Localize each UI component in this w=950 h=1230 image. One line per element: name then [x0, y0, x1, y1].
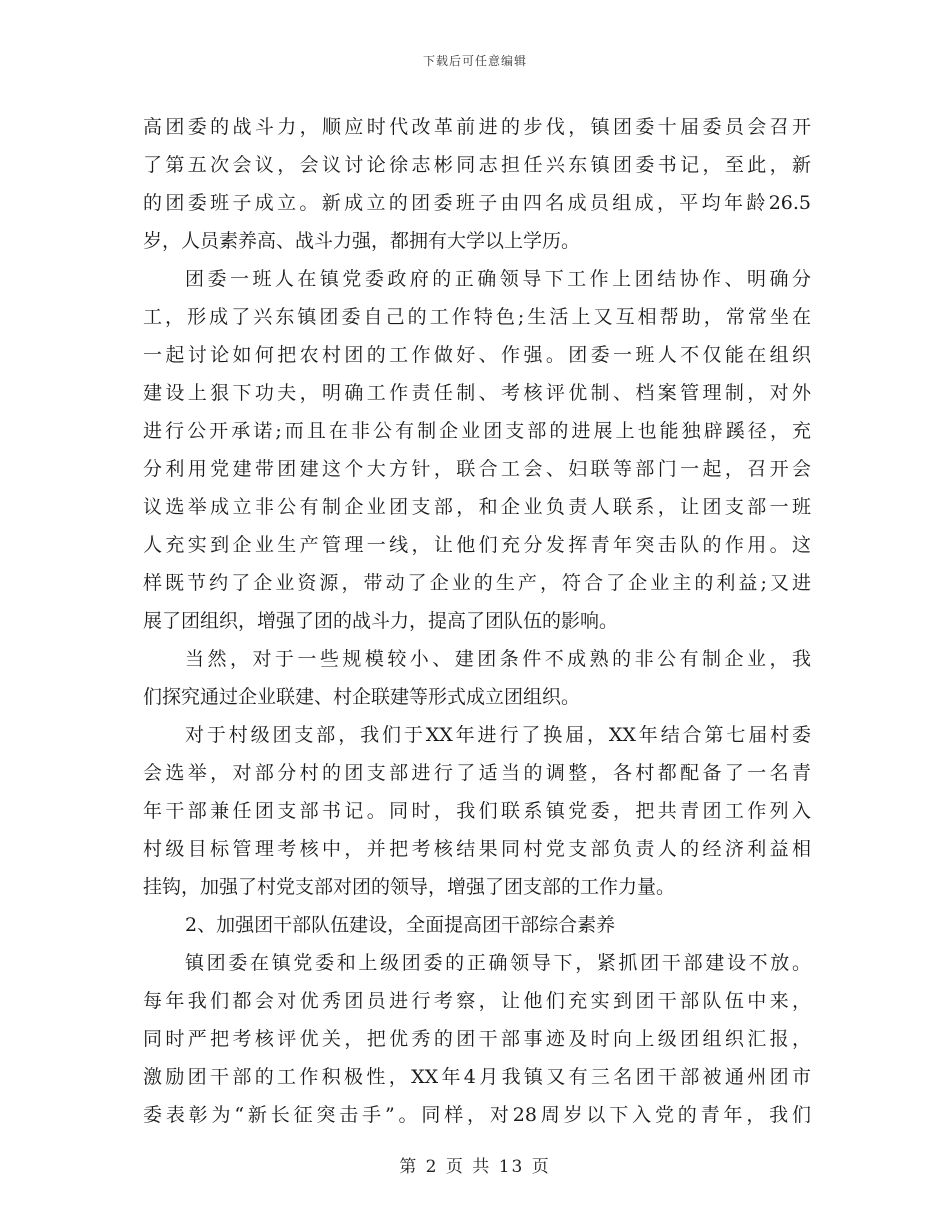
- page-number-footer: 第 2 页 共 13 页: [399, 1157, 551, 1177]
- text-line: 一起讨论如何把农村团的工作做好、作强。团委一班人不仅能在组织: [143, 344, 811, 366]
- text-line: 工，形成了兴东镇团委自己的工作特色;生活上又互相帮助，常常坐在: [143, 306, 811, 328]
- text-line: 挂钩，加强了村党支部对团的领导，增强了团支部的工作力量。: [143, 876, 676, 898]
- text-line: 镇团委在镇党委和上级团委的正确领导下，紧抓团干部建设不放。: [185, 952, 811, 974]
- text-line: 议选举成立非公有制企业团支部，和企业负责人联系，让团支部一班: [143, 496, 811, 518]
- text-line: 团委一班人在镇党委政府的正确领导下工作上团结协作、明确分: [185, 268, 811, 290]
- text-line: 当然，对于一些规模较小、建团条件不成熟的非公有制企业，我: [185, 648, 811, 670]
- document-body: [143, 108, 811, 1134]
- text-line: 对于村级团支部，我们于XX年进行了换届，XX年结合第七届村委: [185, 724, 811, 746]
- text-line: 的团委班子成立。新成立的团委班子由四名成员组成，平均年龄26.5: [143, 192, 811, 214]
- text-line: 会选举，对部分村的团支部进行了适当的调整，各村都配备了一名青: [143, 762, 811, 784]
- text-line: 高团委的战斗力，顺应时代改革前进的步伐，镇团委十届委员会召开: [143, 116, 811, 138]
- text-line: 建设上狠下功夫，明确工作责任制、考核评优制、档案管理制，对外: [143, 382, 811, 404]
- page-header-note: 下载后可任意编辑: [422, 54, 527, 68]
- text-line: 激励团干部的工作积极性，XX年4月我镇又有三名团干部被通州团市: [143, 1066, 811, 1088]
- text-line: 们探究通过企业联建、村企联建等形式成立团组织。: [143, 686, 581, 708]
- text-line: 岁，人员素养高、战斗力强，都拥有大学以上学历。: [143, 230, 581, 252]
- text-line: 人充实到企业生产管理一线，让他们充分发挥青年突击队的作用。这: [143, 534, 811, 556]
- text-line: 村级目标管理考核中，并把考核结果同村党支部负责人的经济利益相: [143, 838, 811, 860]
- text-line: 年干部兼任团支部书记。同时，我们联系镇党委，把共青团工作列入: [143, 800, 811, 822]
- section-heading: 2、加强团干部队伍建设，全面提高团干部综合素养: [185, 914, 616, 936]
- text-line: 展了团组织，增强了团的战斗力，提高了团队伍的影响。: [143, 610, 619, 632]
- text-line: 分利用党建带团建这个大方针，联合工会、妇联等部门一起，召开会: [143, 458, 811, 480]
- text-line: 委表彰为“新长征突击手”。同样，对28周岁以下入党的青年，我们: [143, 1104, 811, 1126]
- text-line: 进行公开承诺;而且在非公有制企业团支部的进展上也能独辟蹊径，充: [143, 420, 811, 442]
- text-line: 每年我们都会对优秀团员进行考察，让他们充实到团干部队伍中来，: [143, 990, 811, 1012]
- text-line: 样既节约了企业资源，带动了企业的生产，符合了企业主的利益;又进: [143, 572, 811, 594]
- text-line: 了第五次会议，会议讨论徐志彬同志担任兴东镇团委书记，至此，新: [143, 154, 811, 176]
- text-line: 同时严把考核评优关，把优秀的团干部事迹及时向上级团组织汇报，: [143, 1028, 811, 1050]
